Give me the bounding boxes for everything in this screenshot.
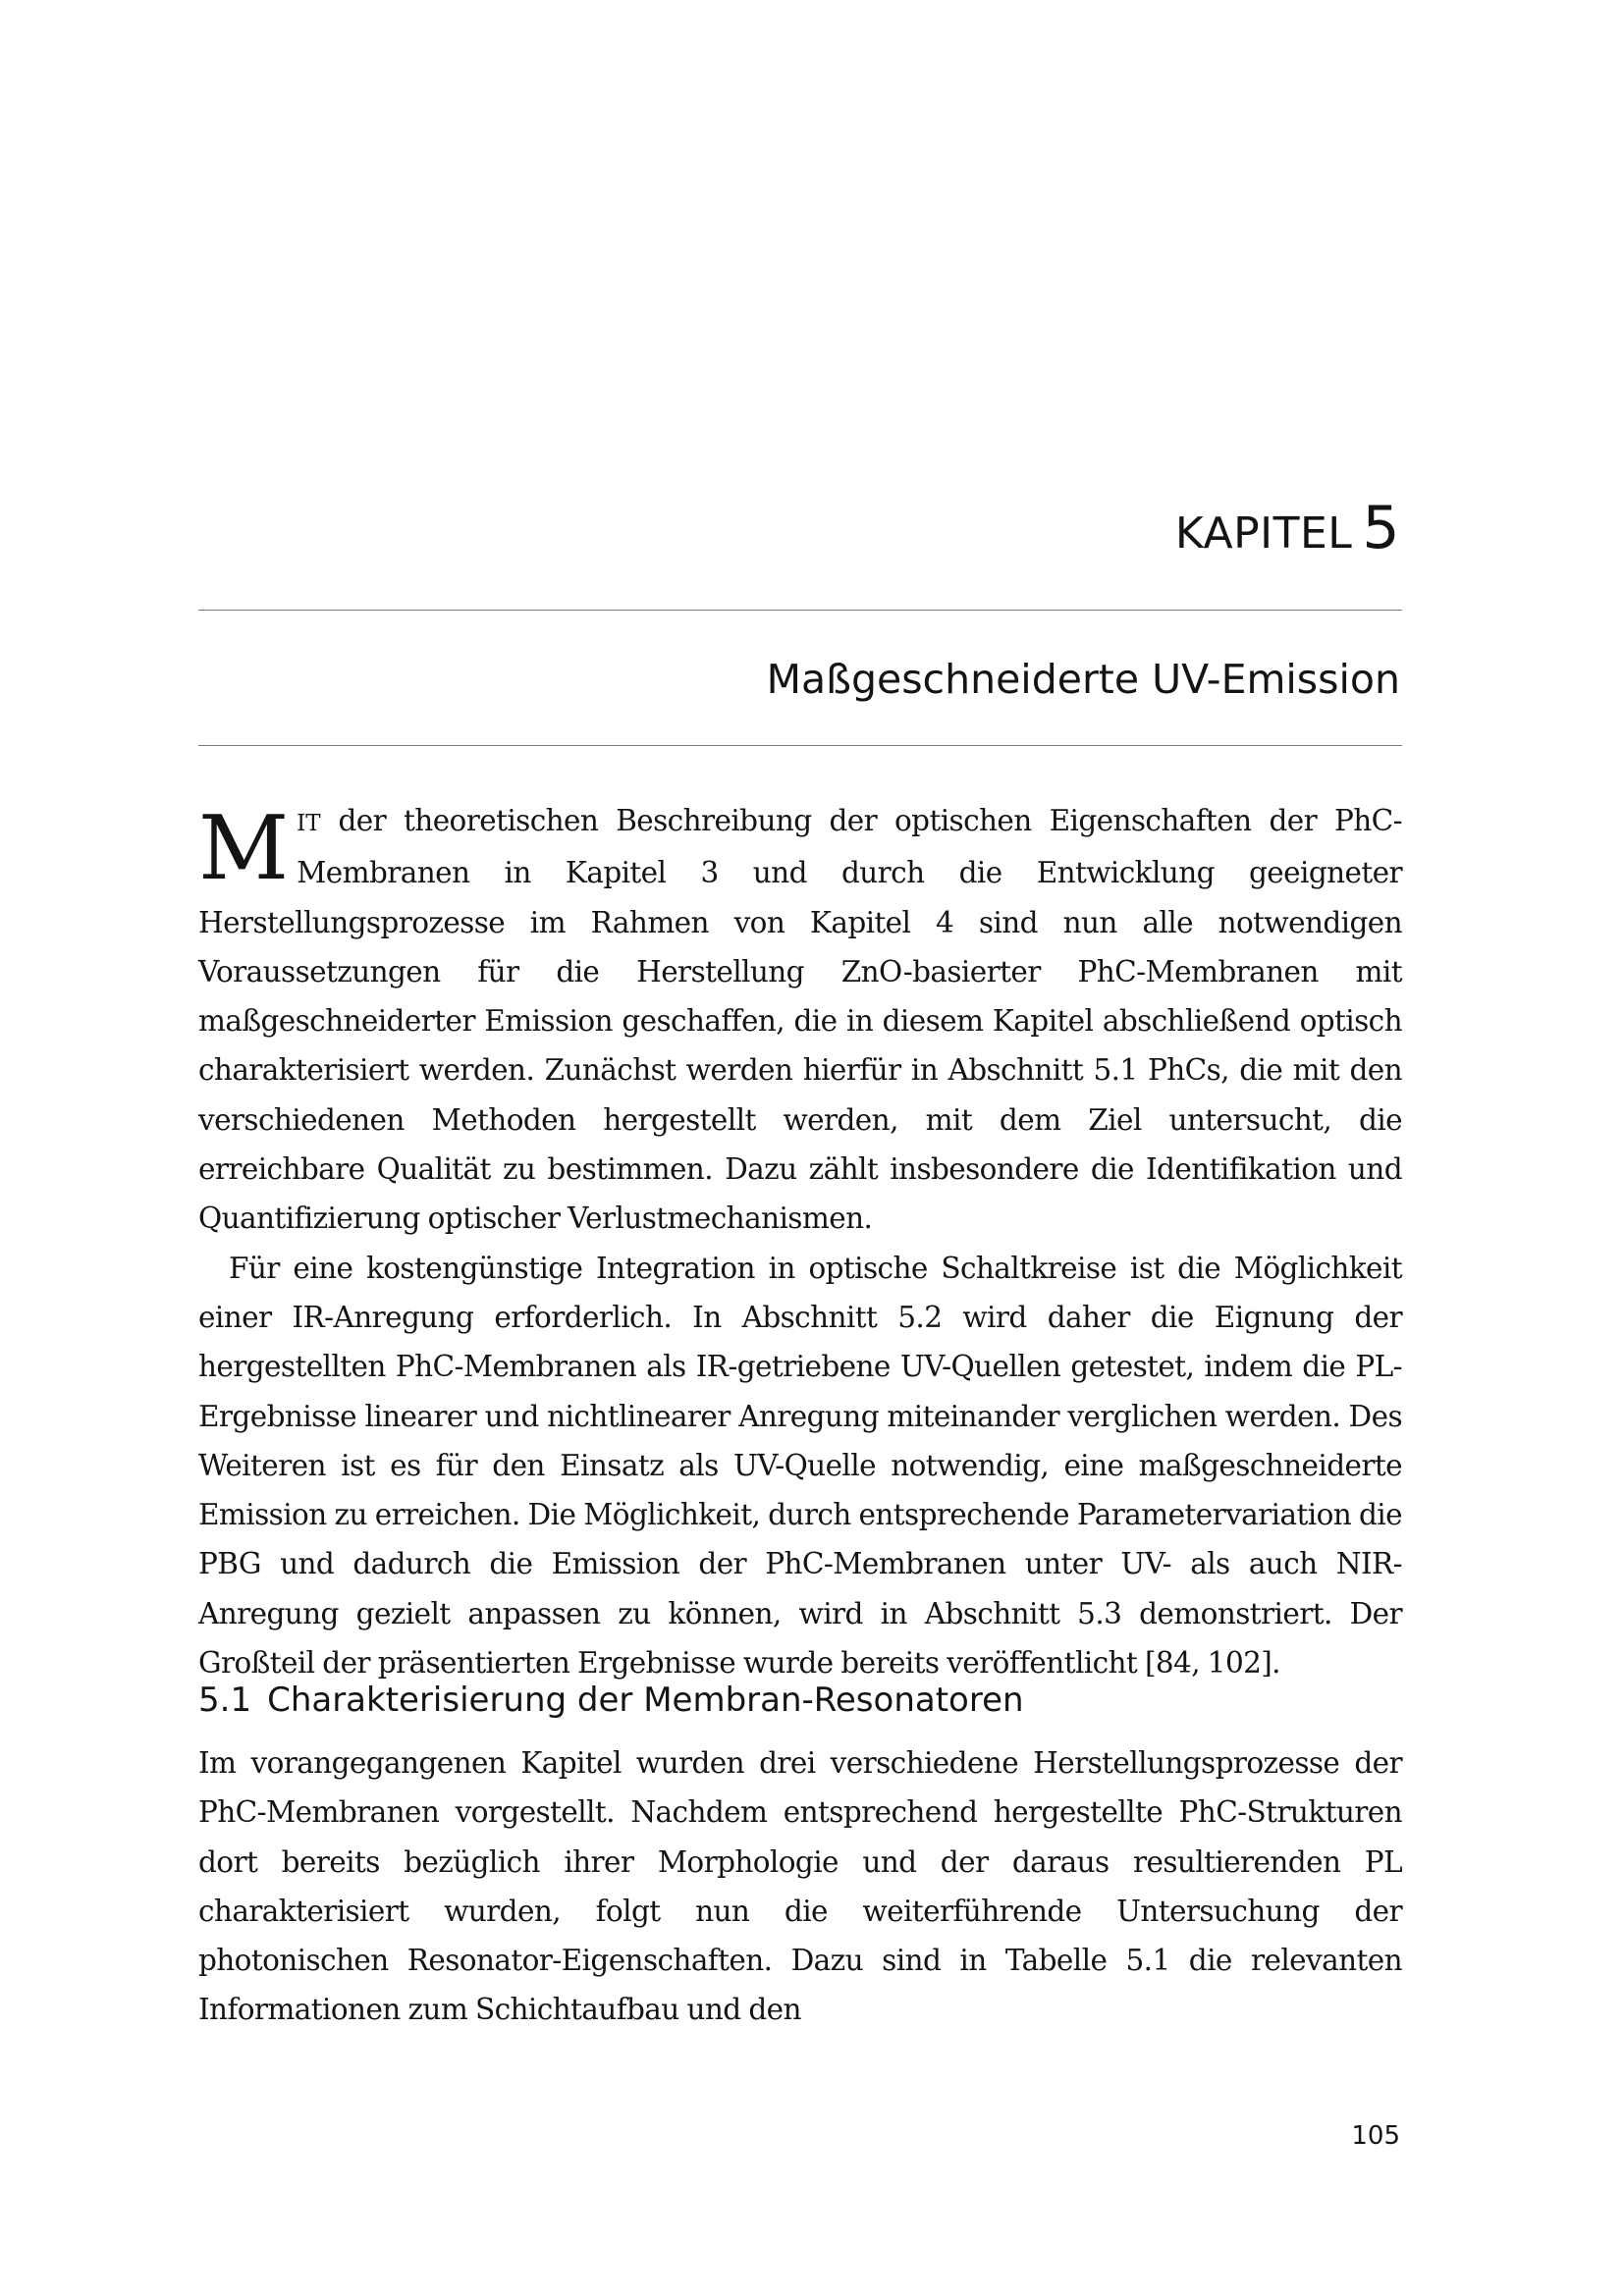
intro-paragraph-1-text: der theoretischen Beschreibung der optischen Eigenschaften der PhC-Membranen in Kapitel 3 und durch die Entwicklung geeigneter Herstellungsprozesse im Rahmen von Kapitel 4 sind nun alle notwendigen Voraussetzungen für die Herstellung ZnO-basierter PhC-Membranen mit maßgeschneiderter Emission geschaffen, die in diesem Kapitel abschließend optisch charakterisiert werden. Zunächst werden hierfür in Abschnitt 5.1 PhCs, die mit den verschiedenen Methoden hergestellt werden, mit dem Ziel untersucht, die erreichbare Qualität zu bestimmen. Dazu zählt insbesondere die Identifikation und Quantifizierung optischer Verlustmechanismen. xyxy=(198,804,1402,1236)
section-number: 5.1 xyxy=(198,1681,252,1720)
chapter-label xyxy=(1174,494,1400,563)
section-heading xyxy=(198,1676,1024,1725)
section-paragraph-1: Im vorangegangenen Kapitel wurden drei verschiedene Herstellungsprozesse der PhC-Membranen vorgestellt. Nachdem entsprechend hergestellte PhC-Strukturen dort bereits bezüglich ihrer Morphologie und der daraus resultierenden PL charakterisiert wurden, folgt nun die weiterführende Untersuchung der photonischen Resonator-Eigenschaften. Dazu sind in Tabelle 5.1 die relevanten Informationen zum Schichtaufbau und den xyxy=(198,1746,1402,2027)
chapter-number: 5 xyxy=(1362,494,1400,562)
chapter-rule-bottom xyxy=(198,745,1402,746)
page-number: 105 xyxy=(1351,2121,1400,2151)
intro-paragraph-1 xyxy=(198,796,1402,1244)
intro-paragraph-2: Für eine kostengünstige Integration in optische Schaltkreise ist die Möglichkeit einer IR-Anregung erforderlich. In Abschnitt 5.2 wird daher die Eignung der hergestellten PhC-Membranen als IR-getriebene UV-Quellen getestet, indem die PL-Ergebnisse linearer und nichtlinearer Anregung miteinander verglichen werden. Des Weiteren ist es für den Einsatz als UV-Quelle notwendig, eine maßgeschneiderte Emission zu erreichen. Die Möglichkeit, durch entsprechende Parametervariation die PBG und dadurch die Emission der PhC-Membranen unter UV- als auch NIR-Anregung gezielt anpassen zu können, wird in Abschnitt 5.3 demonstriert. Der Großteil der präsentierten Ergebnisse wurde bereits veröffentlicht [84, 102]. xyxy=(198,1251,1402,1681)
chapter-rule-top xyxy=(198,610,1402,611)
small-caps-lead: IT xyxy=(297,811,321,836)
drop-cap: M xyxy=(198,797,290,900)
chapter-label-text: KAPITEL xyxy=(1174,508,1353,559)
section-title: Charakterisierung der Membran-Resonatoren xyxy=(267,1681,1024,1720)
chapter-title: Maßgeschneiderte UV-Emission xyxy=(766,656,1400,703)
section-text xyxy=(198,1738,1402,2035)
intro-text xyxy=(198,796,1402,1687)
